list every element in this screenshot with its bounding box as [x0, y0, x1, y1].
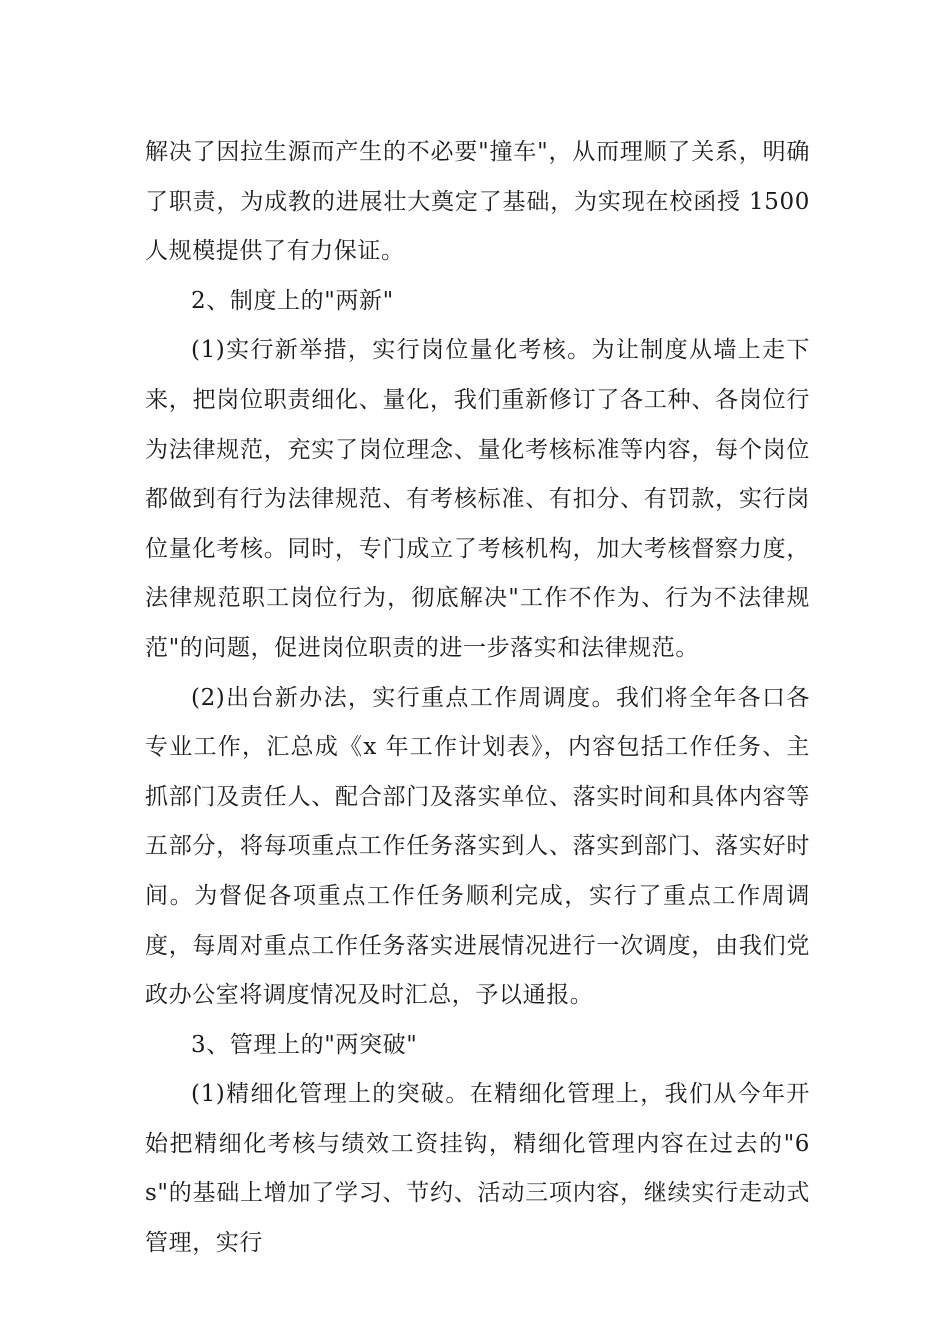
- paragraph-2-1: (1)实行新举措，实行岗位量化考核。为让制度从墙上走下来，把岗位职责细化、量化，我们重新修订了各工种、各岗位行为法律规范，充实了岗位理念、量化考核标准等内容，每个岗位都做到有行为法律规范、有考核标准、有扣分、有罚款，实行岗位量化考核。同时，专门成立了考核机构，加大考核督察力度，法律规范职工岗位行为，彻底解决"工作不作为、行为不法律规范"的问题，促进岗位职责的进一步落实和法律规范。: [145, 337, 810, 661]
- section-heading-2: 2、制度上的"两新": [191, 287, 394, 314]
- document-body: [145, 128, 810, 1269]
- paragraph-2-2: (2)出台新办法，实行重点工作周调度。我们将全年各口各专业工作，汇总成《x 年工作计划表》，内容包括工作任务、主抓部门及责任人、配合部门及落实单位、落实时间和具体内容等五部分，将每项重点工作任务落实到人、落实到部门、落实好时间。为督促各项重点工作任务顺利完成，实行了重点工作周调度，每周对重点工作任务落实进展情况进行一次调度，由我们党政办公室将调度情况及时汇总，予以通报。: [145, 684, 810, 1009]
- paragraph-continuation: 解决了因拉生源而产生的不必要"撞车"，从而理顺了关系，明确了职责，为成教的进展壮大奠定了基础，为实现在校函授 1500 人规模提供了有力保证。: [145, 139, 810, 265]
- section-heading-3: 3、管理上的"两突破": [191, 1031, 418, 1058]
- paragraph-3-1: (1)精细化管理上的突破。在精细化管理上，我们从今年开始把精细化考核与绩效工资挂钩，精细化管理内容在过去的"6s"的基础上增加了学习、节约、活动三项内容，继续实行走动式管理，实行: [145, 1081, 810, 1257]
